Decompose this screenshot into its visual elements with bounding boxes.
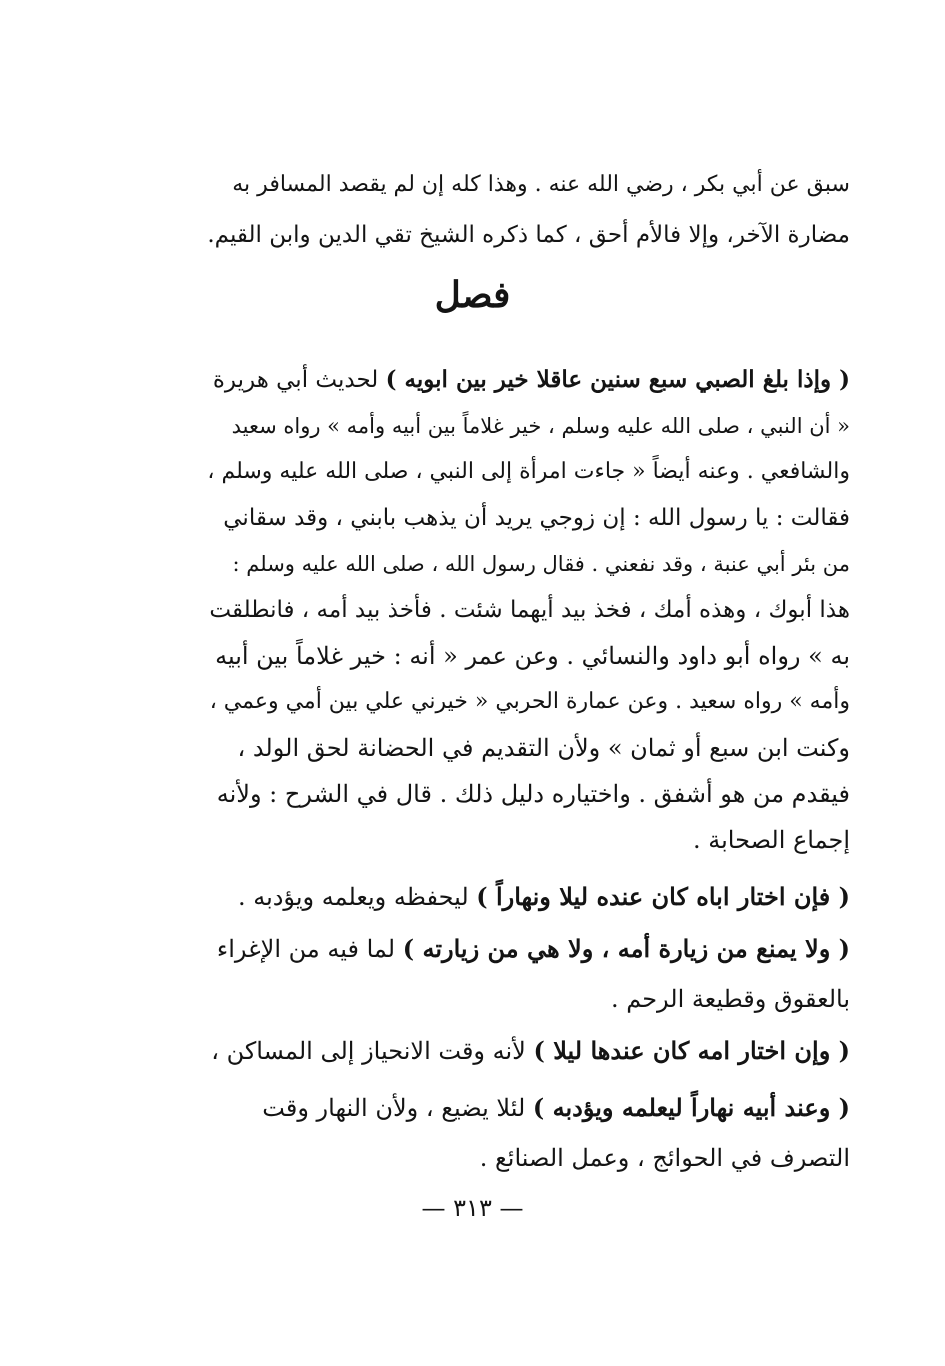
sharh-text: لحديث أبي هريرة bbox=[212, 367, 386, 393]
text-line: مضارة الآخر، وإلا فالأم أحق ، كما ذكره الشيخ تقي الدين وابن القيم. bbox=[207, 222, 850, 248]
text-line: وكنت ابن سبع أو ثمان » ولأن التقديم في الحضانة لحق الولد ، bbox=[237, 734, 850, 762]
page-number: — ٣١٣ — bbox=[421, 1194, 524, 1222]
text-line: به » رواه أبو داود والنسائي . وعن عمر « أنه : خير غلاماً بين أبيه bbox=[215, 642, 850, 670]
matn-text: ( ولا يمنع من زيارة أمه ، ولا هي من زيارته ) bbox=[402, 934, 850, 963]
text-line bbox=[205, 872, 850, 922]
matn-text: ( فإن اختار اباه كان عنده ليلا ونهاراً ) bbox=[476, 882, 850, 911]
text-line: هذا أبوك ، وهذه أمك ، فخذ بيد أيهما شئت . فأخذ بيد أمه ، فانطلقت bbox=[209, 597, 850, 623]
text-line bbox=[205, 1083, 850, 1133]
sharh-text: ليحفظه ويعلمه ويؤدبه . bbox=[237, 883, 477, 911]
sharh-text: لئلا يضيع ، ولأن النهار وقت bbox=[262, 1094, 533, 1122]
text-line: فقالت : يا رسول الله : إن زوجي يريد أن يذهب بابني ، وقد سقاني bbox=[223, 505, 850, 531]
intro-paragraph bbox=[205, 160, 850, 260]
text-line: التصرف في الحوائج ، وعمل الصنائع . bbox=[479, 1144, 850, 1172]
paragraph-choice-at-seven bbox=[205, 357, 850, 863]
matn-text: ( وإن اختار امه كان عندها ليلا ) bbox=[533, 1036, 850, 1065]
sharh-text: لأنه وقت الانحياز إلى المساكن ، bbox=[211, 1037, 534, 1065]
text-line: وأمه » رواه سعيد . وعن عمارة الحربي « خيرني علي بين أمي وعمي ، bbox=[209, 689, 850, 714]
text-line bbox=[205, 924, 850, 974]
text-line: إجماع الصحابة . bbox=[692, 826, 850, 854]
paragraph-chose-father bbox=[205, 872, 850, 922]
paragraph-chose-mother bbox=[205, 1026, 850, 1076]
matn-text: ( وعند أبيه نهاراً ليعلمه ويؤدبه ) bbox=[532, 1093, 850, 1122]
paragraph-with-father-by-day bbox=[205, 1083, 850, 1183]
text-line: سبق عن أبي بكر ، رضي الله عنه . وهذا كله إن لم يقصد المسافر به bbox=[232, 172, 850, 197]
text-line: من بئر أبي عنبة ، وقد نفعني . فقال رسول الله ، صلى الله عليه وسلم : bbox=[232, 552, 850, 576]
text-line: فيقدم من هو أشفق . واختياره دليل ذلك . قال في الشرح : ولأنه bbox=[216, 780, 850, 808]
text-line: والشافعي . وعنه أيضاً « جاءت امرأة إلى النبي ، صلى الله عليه وسلم ، bbox=[207, 459, 850, 484]
paragraph-visiting-mother bbox=[205, 924, 850, 1024]
matn-text: ( وإذا بلغ الصبي سبع سنين عاقلا خير بين ابويه ) bbox=[385, 366, 850, 393]
sharh-text: لما فيه من الإغراء bbox=[216, 935, 403, 963]
text-line: بالعقوق وقطيعة الرحم . bbox=[610, 985, 850, 1013]
text-line bbox=[205, 1026, 850, 1076]
text-line: « أن النبي ، صلى الله عليه وسلم ، خير غلاماً بين أبيه وأمه » رواه سعيد bbox=[231, 414, 850, 438]
text-line bbox=[205, 357, 850, 403]
section-title: فصل bbox=[434, 274, 511, 316]
